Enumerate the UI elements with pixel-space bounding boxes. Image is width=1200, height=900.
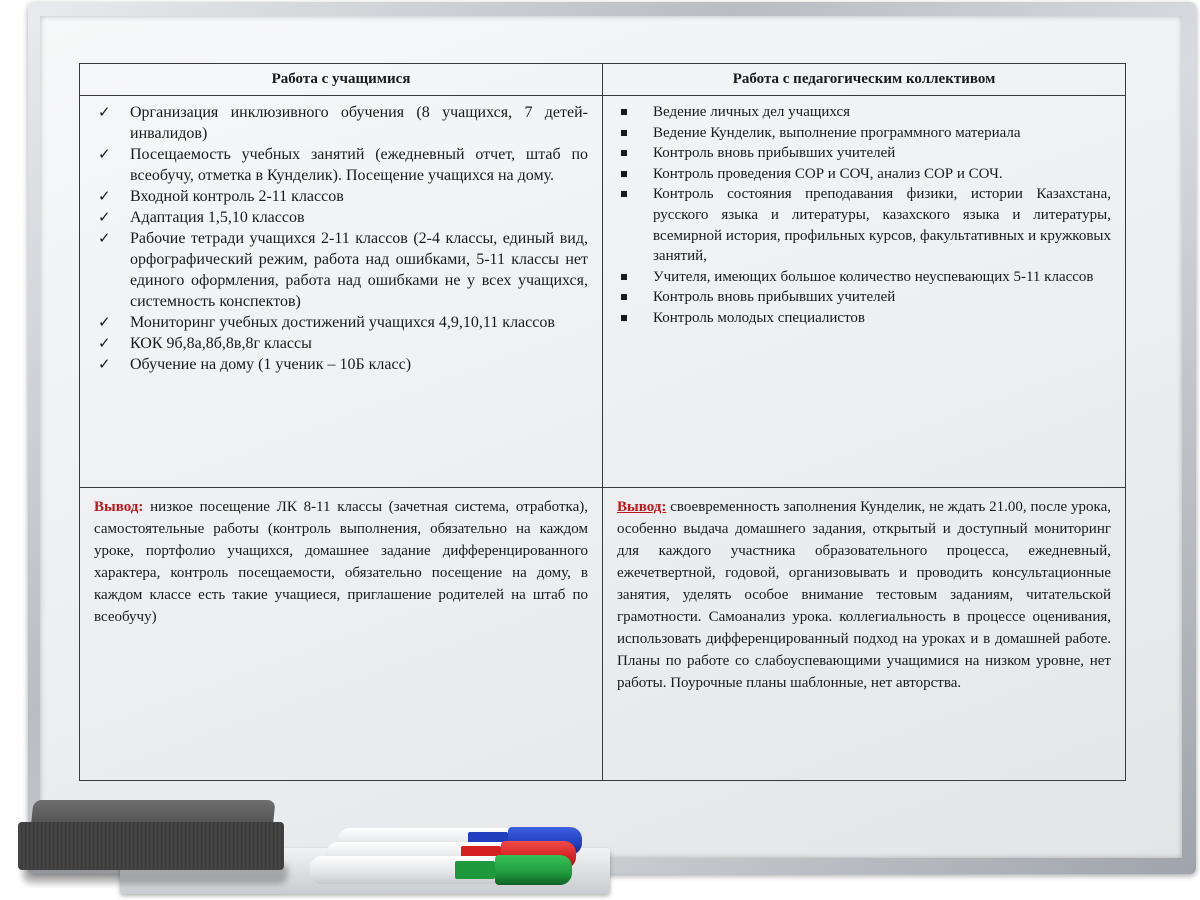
list-item-text: Входной контроль 2-11 классов bbox=[130, 188, 344, 205]
list-item-text: Контроль состояния преподавания физики, истории Казахстана, русского языка и литературы, казахского языка и литературы, всемирной история, профильных курсов, факультативных и кружковых занятий, bbox=[653, 186, 1111, 265]
list-item bbox=[617, 143, 1111, 164]
conclusion-text: своевременность заполнения Кунделик, не ждать 21.00, после урока, особенно выдача домашнего задания, открытый и доступный мониторинг для каждого участника образовательного процесса, ежедневный, ежечетвертной, годовой, организовывать и проводить консультационные занятия, уделять особое внимание тестовым заданиям, читательской грамотности. Самоанализ урока. коллегиальность в процессе оценивания, использовать дифференцированный подход на уроках и в домашней работе. Планы по работе со слабоуспевающими учащимися на низком уровне, нет работы. Поурочные планы шаблонные, нет авторства. bbox=[617, 499, 1111, 691]
staff-work-list bbox=[617, 102, 1111, 329]
checkmark-icon: ✓ bbox=[98, 208, 111, 226]
list-item-text: Ведение Кунделик, выполнение программного материала bbox=[653, 124, 1021, 141]
table-header-row bbox=[80, 64, 1126, 96]
list-item bbox=[617, 164, 1111, 185]
list-item-text: Контроль проведения СОР и СОЧ, анализ СОР и СОЧ. bbox=[653, 165, 1003, 182]
checkmark-icon: ✓ bbox=[98, 103, 111, 121]
list-item bbox=[94, 312, 588, 333]
list-item-text: Адаптация 1,5,10 классов bbox=[130, 209, 305, 226]
students-conclusion-cell bbox=[80, 488, 603, 781]
list-item-text: Учителя, имеющих большое количество неуспевающих 5-11 классов bbox=[653, 268, 1094, 285]
square-bullet-icon bbox=[621, 171, 627, 177]
checkmark-icon: ✓ bbox=[98, 355, 111, 373]
checkmark-icon: ✓ bbox=[98, 229, 111, 247]
conclusion-label: Вывод: bbox=[94, 499, 144, 515]
green-marker-icon bbox=[310, 856, 572, 882]
list-item bbox=[617, 308, 1111, 329]
list-item bbox=[617, 102, 1111, 123]
conclusion-label: Вывод: bbox=[617, 499, 667, 515]
staff-conclusion bbox=[617, 496, 1111, 694]
square-bullet-icon bbox=[621, 315, 627, 321]
students-work-cell bbox=[80, 96, 603, 488]
square-bullet-icon bbox=[621, 130, 627, 136]
square-bullet-icon bbox=[621, 191, 627, 197]
header-right: Работа с педагогическим коллективом bbox=[603, 64, 1126, 96]
conclusion-text: низкое посещение ЛК 8-11 классы (зачетная система, отработка), самостоятельные работы (контроль выполнения, обязательно на каждом уроке, портфолио учащихся, домашнее задание дифференцированного характера, контроль посещаемости, обязательно посещение на дому, в каждом классе есть такие учащиеся, приглашение родителей на штаб по всеобучу) bbox=[94, 499, 588, 625]
checkmark-icon: ✓ bbox=[98, 334, 111, 352]
list-item-text: Посещаемость учебных занятий (ежедневный отчет, штаб по всеобучу, отметка в Кунделик). Посещение учащихся на дому. bbox=[130, 146, 588, 184]
list-item bbox=[617, 123, 1111, 144]
list-item bbox=[94, 144, 588, 186]
list-item bbox=[94, 354, 588, 375]
list-item-text: Обучение на дому (1 ученик – 10Б класс) bbox=[130, 356, 412, 373]
square-bullet-icon bbox=[621, 150, 627, 156]
list-item-text: Организация инклюзивного обучения (8 учащихся, 7 детей-инвалидов) bbox=[130, 104, 588, 142]
checkmark-icon: ✓ bbox=[98, 187, 111, 205]
checkmark-icon: ✓ bbox=[98, 145, 111, 163]
students-work-list bbox=[94, 102, 588, 375]
list-item-text: Контроль вновь прибывших учителей bbox=[653, 289, 896, 306]
list-item bbox=[617, 267, 1111, 288]
checkmark-icon: ✓ bbox=[98, 313, 111, 331]
list-item bbox=[94, 186, 588, 207]
list-item-text: Контроль вновь прибывших учителей bbox=[653, 145, 896, 162]
list-item bbox=[617, 287, 1111, 308]
students-conclusion bbox=[94, 496, 588, 628]
staff-work-cell bbox=[603, 96, 1126, 488]
list-item bbox=[94, 102, 588, 144]
list-item-text: Мониторинг учебных достижений учащихся 4,9,10,11 классов bbox=[130, 314, 555, 331]
list-item bbox=[94, 333, 588, 354]
eraser-icon bbox=[18, 800, 284, 872]
list-item-text: Ведение личных дел учащихся bbox=[653, 104, 851, 120]
square-bullet-icon bbox=[621, 274, 627, 280]
square-bullet-icon bbox=[621, 109, 627, 115]
list-item bbox=[94, 207, 588, 228]
list-item-text: Рабочие тетради учащихся 2-11 классов (2-4 классы, единый вид, орфографический режим, работа над ошибками, 5-11 классы нет единого оформления, работа над ошибками не у всех учащихся, системность конспектов) bbox=[130, 230, 588, 310]
list-item bbox=[617, 184, 1111, 266]
header-left: Работа с учащимися bbox=[80, 64, 603, 96]
staff-conclusion-cell bbox=[603, 488, 1126, 781]
table-row-conclusions bbox=[80, 488, 1126, 781]
summary-table bbox=[79, 63, 1126, 781]
table-row-lists bbox=[80, 96, 1126, 488]
square-bullet-icon bbox=[621, 294, 627, 300]
list-item-text: Контроль молодых специалистов bbox=[653, 309, 866, 326]
list-item-text: КОК 9б,8а,8б,8в,8г классы bbox=[130, 335, 312, 352]
list-item bbox=[94, 228, 588, 312]
